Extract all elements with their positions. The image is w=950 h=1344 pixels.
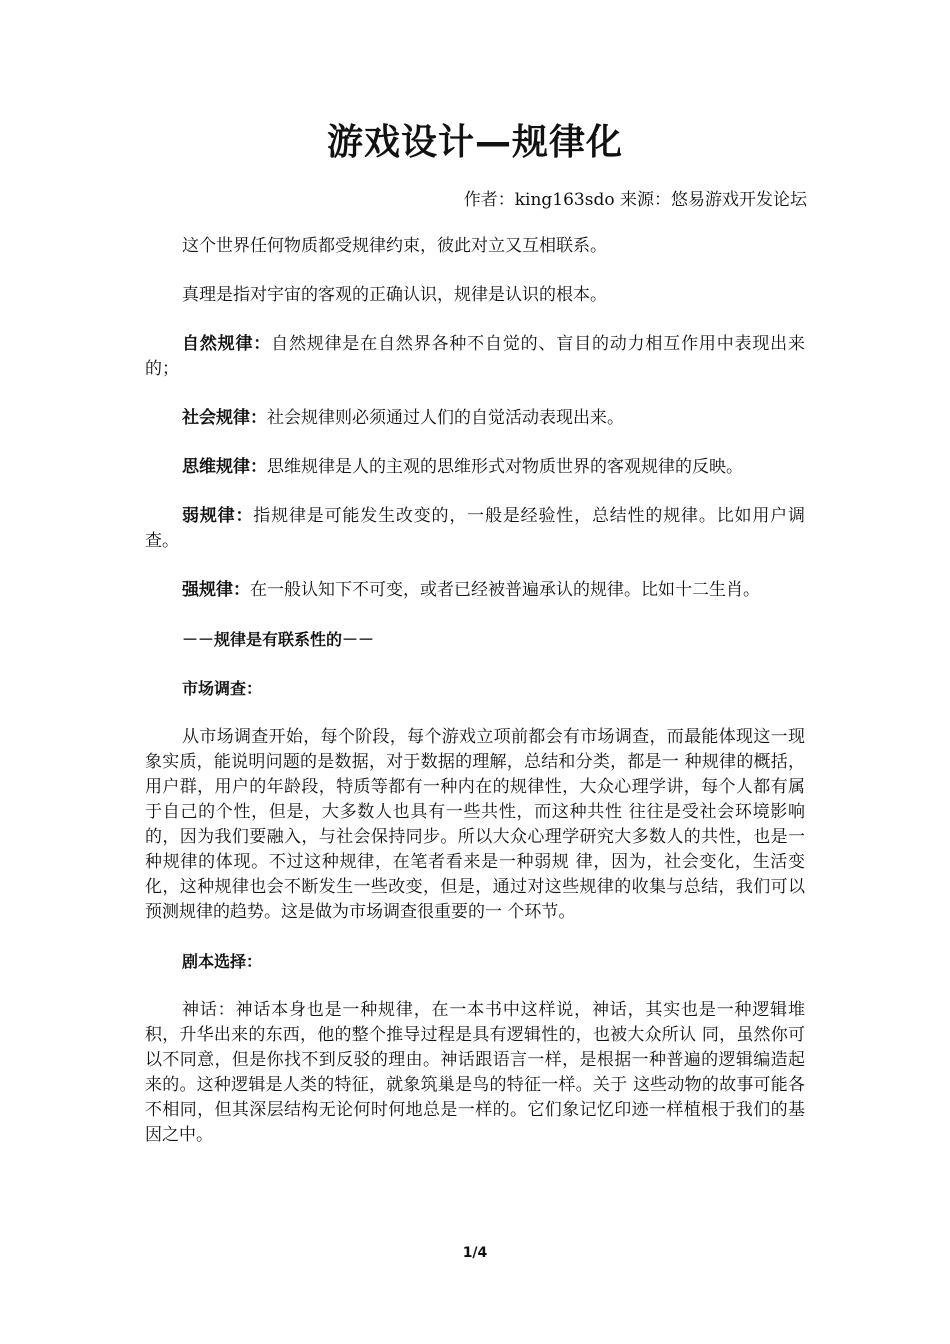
law-term: 强规律： (182, 580, 250, 600)
law-term: 思维规律： (182, 457, 267, 477)
section-heading-script-selection: 剧本选择： (182, 952, 263, 971)
law-term: 自然规律： (182, 334, 272, 354)
section-paragraph-market-research: 从市场调查开始，每个阶段，每个游戏立项前都会有市场调查，而最能体现这一现象实质，能说明问题的是数据，对于数据的理解，总结和分类，都是一 种规律的概括，用户群，用户的年龄段，特质等都有一种内在的规律性，大众心理学讲，每个人都有属于自己的个性，但是，大多数人也具有一些共性，而这种共性 往往是受社会环境影响的，因为我们要融入，与社会保持同步。所以大众心理学研究大多数人的共性，也是一种规律的体现。不过这种规律，在笔者看来是一种弱规 律，因为，社会变化，生活变化，这种规律也会不断发生一些改变，但是，通过对这些规律的收集与总结，我们可以预测规律的趋势。这是做为市场调查很重要的一 个环节。 (145, 727, 805, 922)
law-description: 自然规律是在自然界各种不自觉的、盲目的动力相互作用中表现出来的； (145, 334, 806, 379)
document-body (145, 234, 805, 1172)
section-heading-market-research: 市场调查： (182, 679, 263, 698)
law-description: 在一般认知下不可变，或者已经被普遍承认的规律。比如十二生肖。 (250, 580, 760, 600)
law-term: 弱规律： (182, 506, 254, 526)
page-number: 1/4 (462, 1245, 488, 1261)
law-description: 指规律是可能发生改变的，一般是经验性，总结性的规律。比如用户调查。 (145, 506, 806, 551)
section-paragraph-script-selection: 神话：神话本身也是一种规律，在一本书中这样说，神话，其实也是一种逻辑堆积，升华出来的东西，他的整个推导过程是具有逻辑性的，也被大众所认 同，虽然你可以不同意，但是你找不到反驳的理由。神话跟语言一样，是根据一种普遍的逻辑编造起来的。这种逻辑是人类的特征，就象筑巢是鸟的特征一样。关于 这些动物的故事可能各不相同，但其深层结构无论何时何地总是一样的。它们象记忆印迹一样植根于我们的基因之中。 (145, 1000, 805, 1145)
law-term: 社会规律： (182, 408, 267, 428)
law-definition-thinking (145, 455, 805, 480)
law-definition-natural (145, 332, 805, 382)
law-description: 社会规律则必须通过人们的自觉活动表现出来。 (267, 408, 624, 428)
law-definition-strong (145, 578, 805, 603)
section-divider-heading: －－规律是有联系性的－－ (182, 630, 375, 649)
intro-paragraph: 真理是指对宇宙的客观的正确认识，规律是认识的根本。 (182, 285, 607, 305)
law-description: 思维规律是人的主观的思维形式对物质世界的客观规律的反映。 (267, 457, 743, 477)
law-definition-weak (145, 504, 805, 554)
intro-paragraph: 这个世界任何物质都受规律约束，彼此对立又互相联系。 (182, 236, 607, 256)
law-definition-social (145, 406, 805, 431)
document-title: 游戏设计—规律化 (326, 122, 623, 163)
author-source-line: 作者：king163sdo 来源：悠易游戏开发论坛 (463, 190, 807, 210)
